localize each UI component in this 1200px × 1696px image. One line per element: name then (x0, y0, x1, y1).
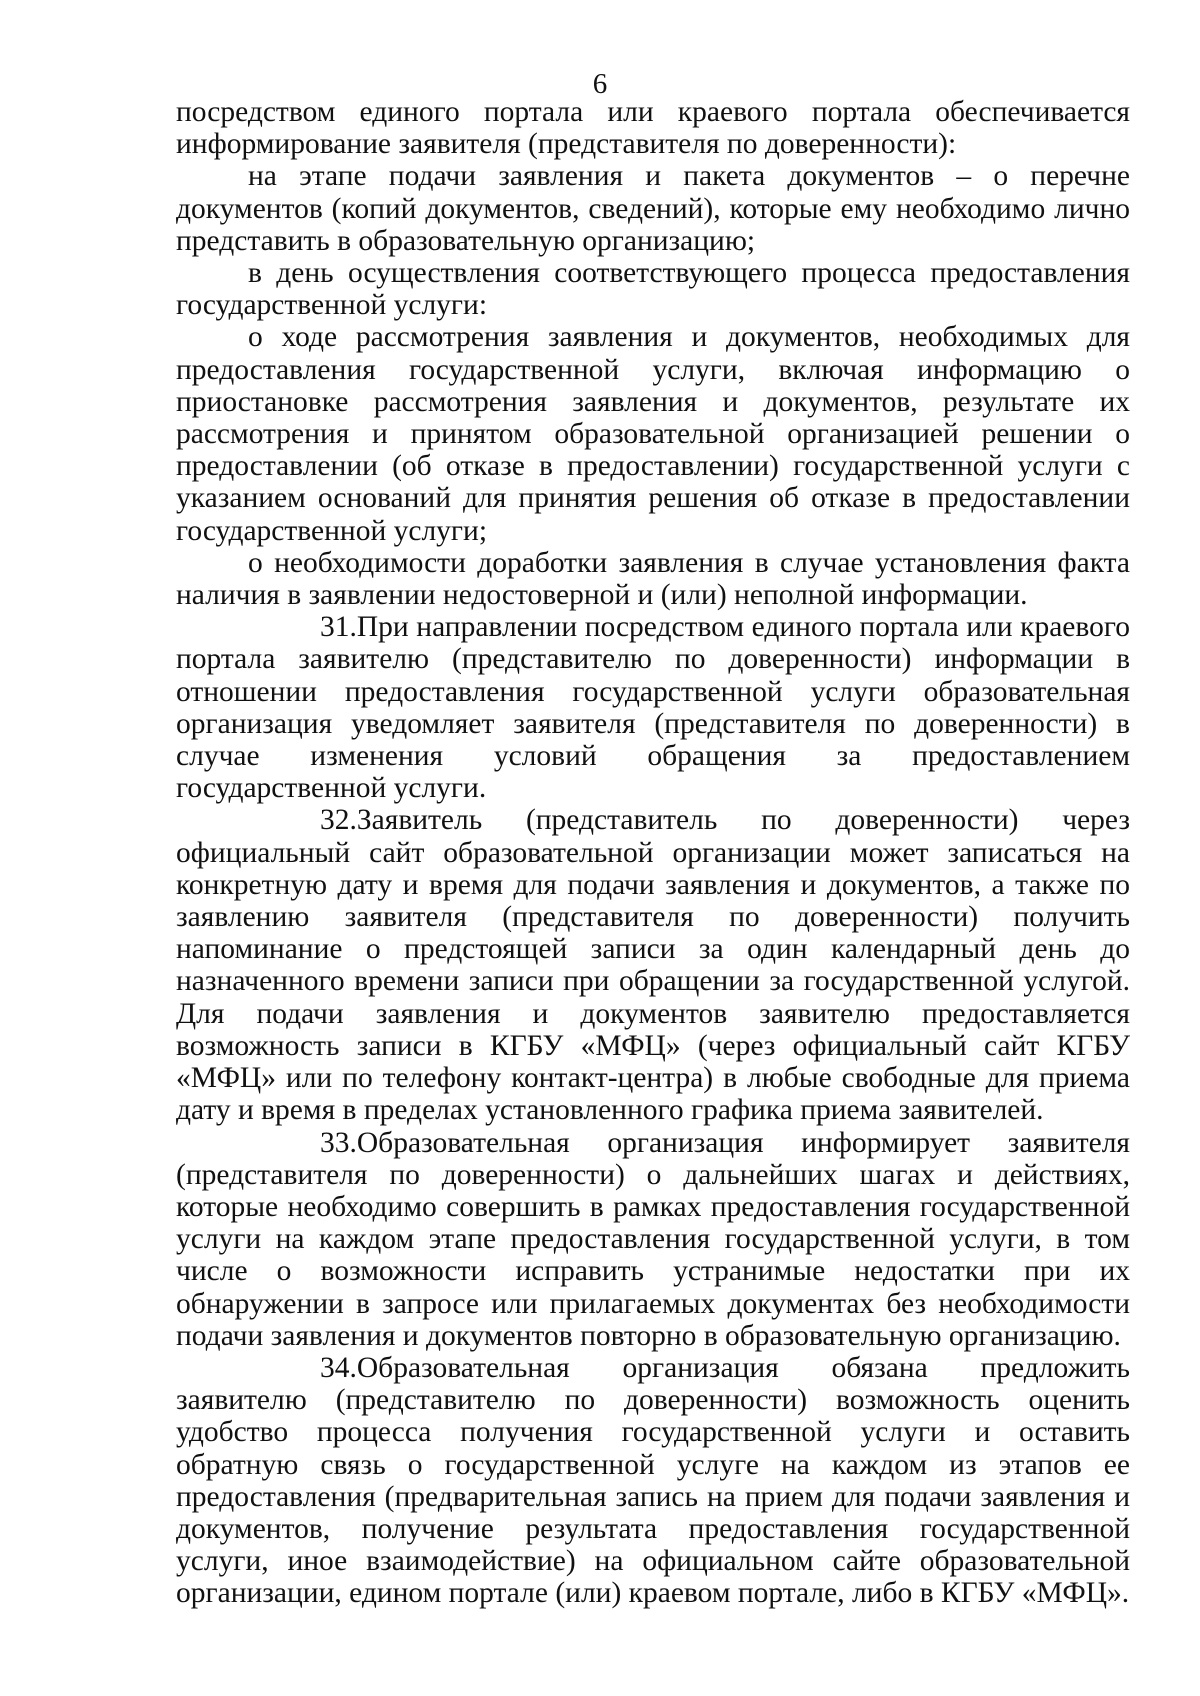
document-body (176, 96, 1130, 1610)
clause-number: 32. (320, 804, 357, 837)
page-number: 6 (592, 68, 608, 100)
clause-33 (176, 1127, 1130, 1352)
paragraph-process-day: в день осуществления соответствующего процесса предоставления государственной услуги: (176, 257, 1130, 322)
clause-number: 33. (320, 1126, 357, 1159)
clause-number: 31. (320, 611, 357, 644)
clause-text: Заявитель (представитель по доверенности) через официальный сайт образовательной организации может записаться на конкретную дату и время для подачи заявления и документов, а также по заявлению заявителя (представителя по доверенности) получить напоминание о предстоящей записи за один календарный день до назначенного времени записи при обращении за государственной услугой. Для подачи заявления и документов заявителю предоставляется возможность записи в КГБУ «МФЦ» (через официальный сайт КГБУ «МФЦ» или по телефону контакт-центра) в любые свободные для приема дату и время в пределах установленного графика приема заявителей. (176, 804, 1130, 1127)
clause-text: Образовательная организация обязана предложить заявителю (представителю по доверенности) возможность оценить удобство процесса получения государственной услуги и оставить обратную связь о государственной услуге на каждом из этапов ее предоставления (предварительная запись на прием для подачи заявления и документов, получение результата предоставления государственной услуги, иное взаимодействие) на официальном сайте образовательной организации, едином портале (или) краевом портале, либо в КГБУ «МФЦ». (176, 1351, 1130, 1610)
clause-32 (176, 804, 1130, 1126)
paragraph-submission-stage: на этапе подачи заявления и пакета документов – о перечне документов (копий документов, сведений), которые ему необходимо лично представить в образовательную организацию; (176, 160, 1130, 257)
clause-text: Образовательная организация информирует заявителя (представителя по доверенности) о дальнейших шагах и действиях, которые необходимо совершить в рамках предоставления государственной услуги на каждом этапе предоставления государственной услуги, в том числе о возможности исправить устранимые недостатки при их обнаружении в запросе или прилагаемых документах без необходимости подачи заявления и документов повторно в образовательную организацию. (176, 1126, 1130, 1352)
clause-text: При направлении посредством единого портала или краевого портала заявителю (представителю по доверенности) информации в отношении предоставления государственной услуги образовательная организация уведомляет заявителя (представителя по доверенности) в случае изменения условий обращения за предоставлением государственной услуги. (176, 611, 1130, 805)
clause-31 (176, 611, 1130, 804)
clause-number: 34. (320, 1351, 357, 1384)
paragraph-revision-needed: о необходимости доработки заявления в случае установления факта наличия в заявлении недостоверной и (или) неполной информации. (176, 546, 1130, 612)
paragraph-review-progress: о ходе рассмотрения заявления и документов, необходимых для предоставления государственной услуги, включая информацию о приостановке рассмотрения заявления и документов, результате их рассмотрения и принятом образовательной организацией решении о предоставлении (об отказе в предоставлении) государственной услуги с указанием оснований для принятия решения об отказе в предоставлении государственной услуги; (176, 321, 1130, 547)
clause-34 (176, 1352, 1130, 1610)
paragraph-intro: посредством единого портала или краевого портала обеспечивается информирование заявителя (представителя по доверенности): (176, 96, 1130, 161)
